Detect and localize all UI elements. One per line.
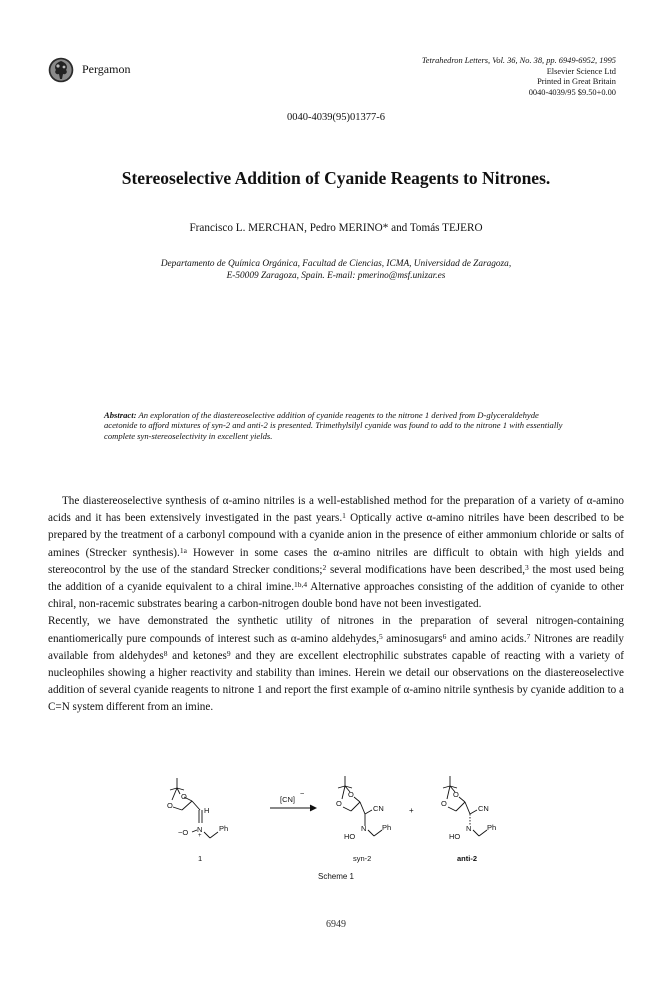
atom-label: CN (373, 804, 384, 813)
affiliation-line-1: Departamento de Química Orgánica, Facultad de Ciencias, ICMA, Universidad de Zaragoza, (160, 259, 512, 269)
p2-text: and they are excellent electrophilic substrates capable of reacting with a variety of nucleophiles showing a higher reactivity and stability than imines. Herein we detail our observations on the diastereoselective addition of several cyanide reagents to nitrone 1 and report the first example of α-amino nitrile synthesis by cyanide addition to a C=N system different from an imine. (48, 649, 624, 714)
p1-text: several modifications have been described, (326, 563, 526, 576)
journal-citation (422, 56, 616, 98)
p1-text: Alternative approaches consisting of the addition of cyanide to other chiral, non-racemic substrates bearing a carbon-nitrogen double bond have not been investigated. (48, 581, 624, 611)
p1-text: Optically active α-amino nitriles have been described to be prepared by the treatment of a carbonyl compound with a cyanide anion in the presence of either ammonium chloride or salts of amines (Strecker synthesis). (48, 512, 624, 559)
p1-text: The diastereoselective synthesis of α-amino nitriles is a well-established method for the preparation of a variety of α-amino acids and it has been extensively investigated in the past years. (48, 495, 624, 525)
paper-title: Stereoselective Addition of Cyanide Reagents to Nitrones. (121, 168, 551, 188)
price-line: 0040-4039/95 $9.50+0.00 (528, 87, 616, 97)
atom-label: N (361, 824, 367, 833)
compound-syn-2-label: syn-2 (353, 854, 372, 863)
ref-1b4: 1b,4 (294, 580, 308, 590)
ref-1: 1 (342, 511, 346, 521)
publisher-name: Pergamon (82, 62, 131, 76)
atom-label: O (441, 799, 447, 808)
compound-anti-2-label: anti-2 (457, 854, 478, 863)
atom-label: O (348, 790, 354, 799)
p2-text: and ketones (167, 649, 227, 662)
plus-sign: + (409, 806, 414, 815)
authors: Francisco L. MERCHAN, Pedro MERINO* and Tomás TEJERO (189, 222, 483, 234)
atom-label: CN (478, 804, 489, 813)
atom-label: Ph (382, 823, 392, 832)
scheme-structures (160, 770, 540, 870)
atom-label: N (466, 824, 472, 833)
reagent-charge: − (300, 789, 305, 798)
atom-label: Ph (219, 824, 229, 833)
ref-6: 6 (442, 631, 447, 641)
ref-1a: 1a (179, 545, 187, 555)
elsevier-tree-logo-icon (48, 57, 74, 83)
paragraph-1 (48, 493, 624, 613)
atom-label: HO (344, 832, 356, 841)
doi: 0040-4039(95)01377-6 (287, 112, 385, 123)
abstract (104, 410, 568, 441)
journal-line: Tetrahedron Letters, Vol. 36, No. 38, pp. 6949-6952, 1995 (421, 56, 616, 65)
abstract-text: An exploration of the diastereoselective addition of cyanide reagents to the nitrone 1 derived from D-glyceraldehyde acetonide to afford mixtures of syn-2 and anti-2 is presented. Trimethylsilyl cyanide was found to add to the nitrone 1 with essentially complete syn-stereoselectivity in excellent yields. (104, 410, 563, 441)
affiliation-line-2: E-50009 Zaragoza, Spain. E-mail: pmerino@msf.unizar.es (226, 270, 446, 281)
scheme-caption: Scheme 1 (317, 872, 355, 881)
p2-text: aminosugars (382, 632, 443, 645)
atom-label: Ph (487, 823, 497, 832)
ref-5: 5 (378, 631, 383, 641)
atom-label: O (181, 792, 187, 801)
page-number: 6949 (326, 919, 346, 930)
p2-text: Recently, we have demonstrated the synthetic utility of nitrones in the preparation of several nitrogen-containing enantiomerically pure compounds of interest such as α-amino aldehydes, (48, 615, 624, 645)
atom-label: O (167, 801, 173, 810)
ref-3: 3 (525, 562, 529, 572)
ref-2: 2 (322, 562, 327, 572)
body-text (48, 493, 624, 717)
reagent-label: [CN] (280, 795, 295, 804)
paragraph-2 (48, 613, 624, 716)
ref-9: 9 (226, 648, 231, 658)
p1-text: However in some cases the α-amino nitriles are difficult to obtain with high yields and stereocontrol by the use of the standard Strecker conditions; (48, 546, 624, 576)
p2-text: and amino acids. (446, 632, 527, 645)
p1-text: the most used being the addition of a cyanide equivalent to a chiral imine. (48, 563, 624, 594)
affiliation (0, 259, 672, 282)
scheme-1 (160, 770, 540, 870)
publisher-line: Elsevier Science Ltd (546, 66, 616, 76)
atom-label: O (453, 790, 459, 799)
atom-label: N (197, 825, 203, 834)
printed-line: Printed in Great Britain (537, 77, 616, 87)
atom-label: + (198, 833, 202, 839)
ref-8: 8 (163, 648, 168, 658)
abstract-label: Abstract: (104, 410, 137, 420)
atom-label: H (204, 806, 210, 815)
atom-label: HO (449, 832, 461, 841)
compound-1-label: 1 (198, 854, 203, 863)
atom-label: O (336, 799, 342, 808)
ref-7: 7 (526, 631, 531, 641)
p2-text: Nitrones are readily available from aldehydes (48, 632, 624, 662)
atom-label: −O (178, 828, 189, 837)
